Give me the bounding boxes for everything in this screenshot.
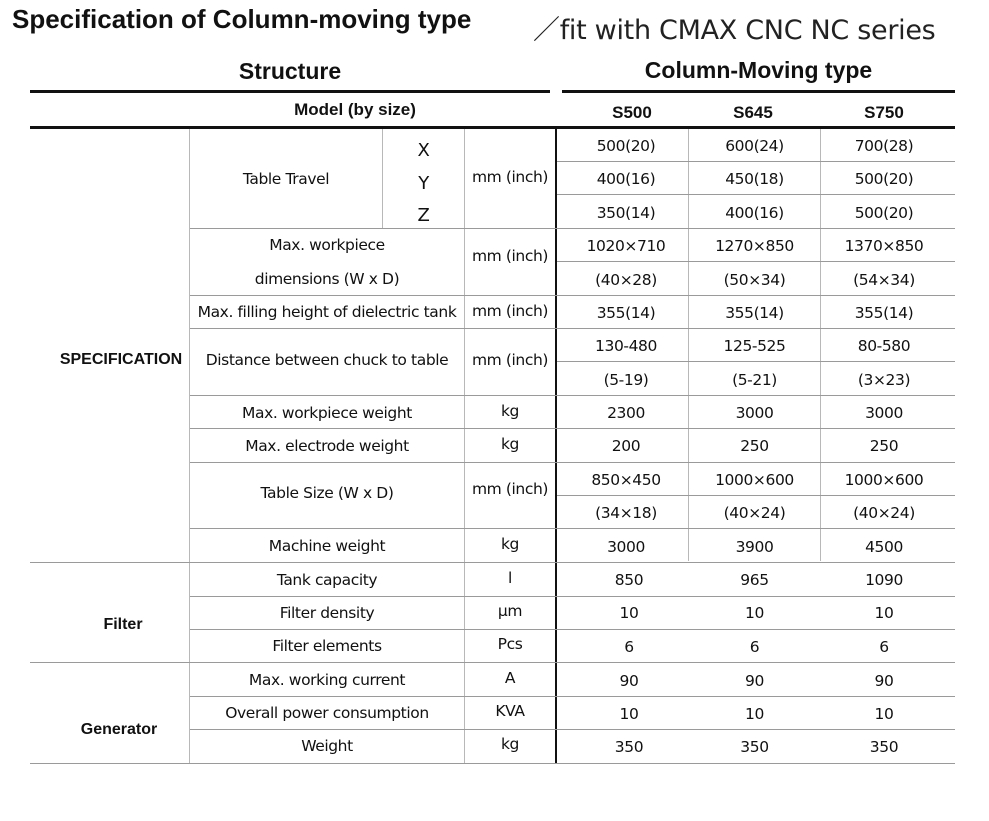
value-cell: (5-21): [732, 371, 777, 389]
value-cell: (34×18): [595, 504, 657, 522]
value-cell: 10: [874, 604, 894, 622]
header-rule-right: [562, 90, 955, 93]
structure-header: Structure: [238, 58, 342, 84]
row-label-power-consumption: Overall power consumption: [225, 703, 429, 722]
hline: [557, 361, 955, 362]
page-subtitle: ／fit with CMAX CNC NC series: [533, 15, 936, 46]
unit-filling-height: mm (inch): [471, 302, 549, 320]
unit-power-consumption: KVA: [495, 701, 525, 720]
value-cell: 500(20): [596, 137, 656, 155]
unit-table-travel: mm (inch): [471, 167, 549, 186]
page-title: Specification of Column-moving type: [12, 4, 472, 34]
value-cell: 250: [869, 437, 899, 455]
value-cell: 10: [745, 705, 764, 723]
value-cell: 1000×600: [715, 471, 794, 489]
value-cell: 965: [740, 571, 769, 589]
value-cell: 10: [619, 705, 639, 723]
value-cell: 850: [614, 571, 644, 589]
hline: [190, 328, 955, 329]
value-cell: 450(18): [725, 170, 784, 188]
section-filter: Filter: [103, 616, 143, 633]
value-cell: 130-480: [595, 337, 657, 355]
unit-tank-capacity: l: [508, 568, 512, 587]
hline: [557, 161, 955, 162]
value-cell: (40×24): [723, 504, 786, 522]
value-cell: 6: [624, 638, 634, 656]
value-cell: 350(14): [596, 204, 656, 222]
hline: [190, 428, 955, 429]
value-cell: 350: [740, 738, 769, 756]
unit-workpiece-dim: mm (inch): [471, 247, 549, 265]
value-cell: 80-580: [857, 337, 911, 355]
axis-x: X: [417, 140, 430, 161]
value-cell: 3000: [865, 404, 903, 422]
unit-chuck-distance: mm (inch): [471, 351, 549, 369]
column-divider: [555, 128, 557, 764]
section-generator: Generator: [80, 721, 158, 738]
hline: [190, 462, 955, 463]
value-cell: 125-525: [723, 337, 786, 355]
row-label-filter-elements: Filter elements: [272, 636, 382, 655]
value-cell: 6: [749, 638, 760, 656]
row-label-filter-density: Filter density: [279, 603, 375, 622]
value-cell: 355(14): [596, 304, 656, 322]
value-cell: 90: [619, 672, 639, 690]
unit-machine-weight: kg: [500, 534, 519, 553]
value-cell: 500(20): [854, 204, 914, 222]
row-label-working-current: Max. working current: [248, 670, 406, 689]
row-label-table-size: Table Size (W x D): [260, 484, 394, 502]
row-label-tank-capacity: Tank capacity: [276, 570, 378, 589]
value-cell: 3900: [735, 538, 774, 556]
value-cell: 10: [619, 604, 639, 622]
value-cell: 90: [745, 672, 764, 690]
value-cell: 90: [874, 672, 894, 690]
row-label-workpiece-dim-2: dimensions (W x D): [254, 270, 400, 288]
model-rule: [30, 126, 955, 129]
value-cell: (40×24): [853, 504, 915, 522]
value-cell: 350: [869, 738, 899, 756]
value-cell: 6: [879, 638, 889, 656]
row-label-chuck-distance: Distance between chuck to table: [205, 351, 449, 369]
value-cell: 1000×600: [844, 471, 924, 489]
value-cell: 1090: [865, 571, 903, 589]
row-label-gen-weight: Weight: [301, 736, 353, 755]
value-cell: 700(28): [854, 137, 914, 155]
unit-filter-density: μm: [497, 601, 523, 620]
axis-z: Z: [417, 205, 430, 226]
row-label-workpiece-dim-1: Max. workpiece: [269, 236, 385, 254]
value-cell: 850×450: [591, 471, 661, 489]
value-cell: 400(16): [725, 204, 784, 222]
value-cell: (40×28): [595, 271, 657, 289]
hline: [190, 528, 955, 529]
value-cell: 200: [611, 437, 641, 455]
hline: [190, 228, 955, 229]
unit-gen-weight: kg: [500, 734, 519, 753]
row-label-filling-height: Max. filling height of dielectric tank: [197, 303, 457, 321]
row-label-table-travel: Table Travel: [242, 169, 330, 188]
value-cell: 1020×710: [586, 237, 666, 255]
value-cell: 355(14): [725, 304, 784, 322]
model-s500: S500: [612, 103, 652, 122]
value-cell: 1270×850: [715, 237, 794, 255]
value-cell: 400(16): [596, 170, 656, 188]
value-cell: 355(14): [854, 304, 914, 322]
value-cell: 350: [614, 738, 644, 756]
header-rule-left: [30, 90, 550, 93]
model-label: Model (by size): [294, 100, 416, 119]
row-label-workpiece-weight: Max. workpiece weight: [242, 403, 412, 422]
hline: [557, 261, 955, 262]
value-cell: 500(20): [854, 170, 914, 188]
row-label-electrode-weight: Max. electrode weight: [245, 436, 409, 455]
value-cell: 3000: [607, 538, 645, 556]
value-cell: 3000: [735, 404, 774, 422]
unit-workpiece-weight: kg: [500, 401, 519, 420]
unit-working-current: A: [504, 668, 516, 687]
value-cell: 10: [874, 705, 894, 723]
row-label-machine-weight: Machine weight: [268, 536, 386, 555]
value-cell: (50×34): [723, 271, 786, 289]
value-cell: (3×23): [857, 371, 911, 389]
hline: [557, 194, 955, 195]
unit-filter-elements: Pcs: [497, 634, 523, 653]
section-specification: SPECIFICATION: [59, 351, 183, 368]
model-s645: S645: [733, 103, 773, 122]
type-header: Column-Moving type: [644, 57, 873, 83]
value-cell: (5-19): [603, 371, 649, 389]
value-cell: (54×34): [853, 271, 915, 289]
value-cell: 4500: [865, 538, 903, 556]
value-cell: 600(24): [725, 137, 784, 155]
unit-electrode-weight: kg: [500, 434, 519, 453]
value-cell: 2300: [607, 404, 645, 422]
value-cell: 1370×850: [844, 237, 924, 255]
unit-table-size: mm (inch): [471, 480, 549, 498]
value-cell: 10: [745, 604, 764, 622]
axis-y: Y: [418, 173, 429, 194]
table-bottom-rule: [30, 763, 955, 764]
hline: [557, 495, 955, 496]
value-cell: 250: [740, 437, 769, 455]
model-s750: S750: [864, 103, 904, 122]
hline: [190, 395, 955, 396]
